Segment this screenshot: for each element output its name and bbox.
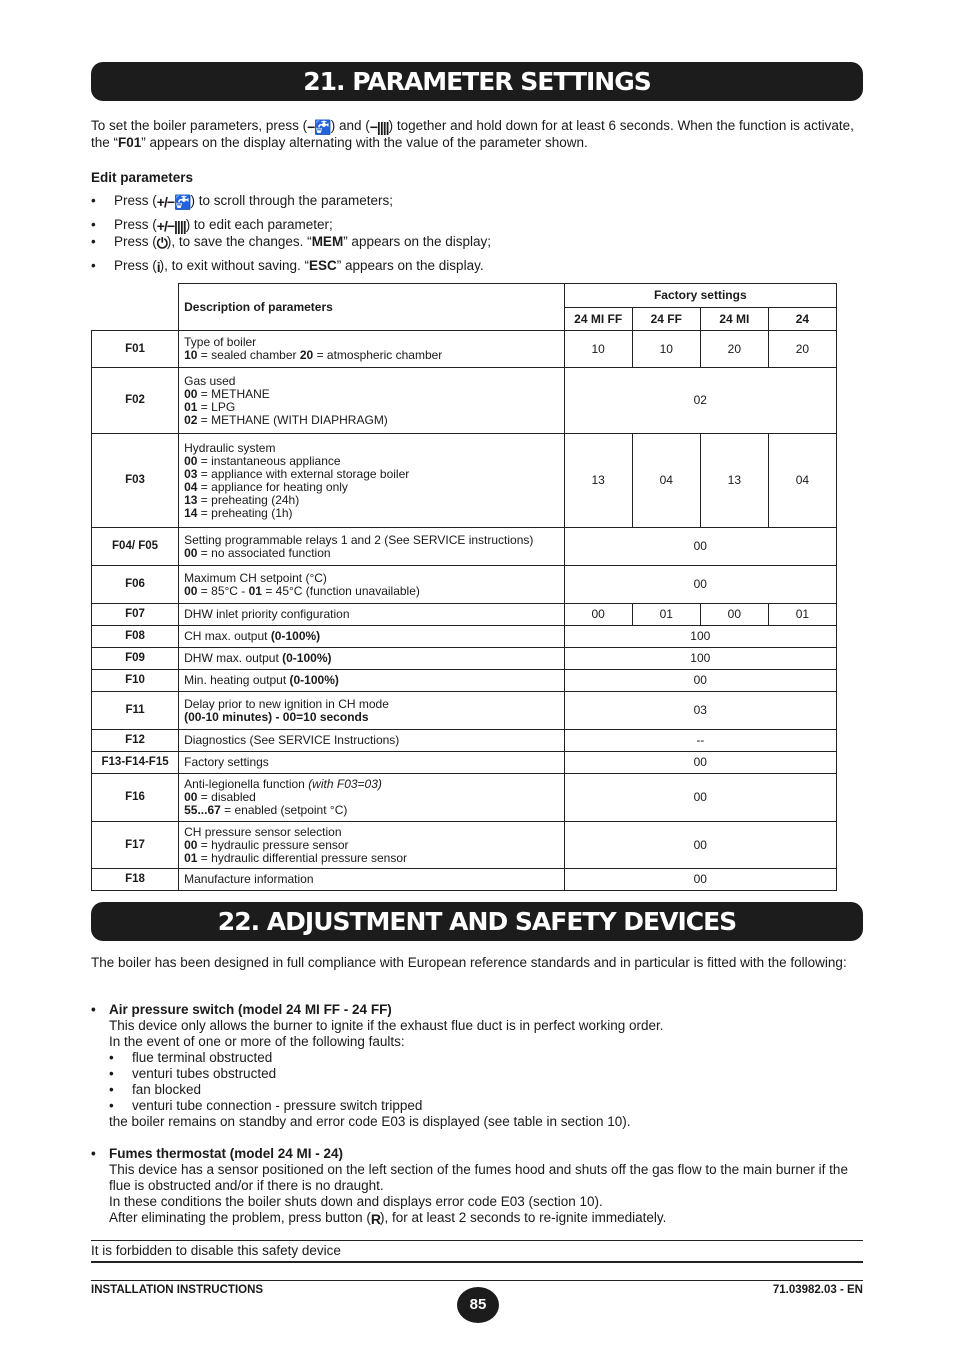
table-row [92,434,837,528]
parameter-description: Factory settings [179,752,565,774]
table-row [92,648,837,670]
list-item: • venturi tube connection - pressure switch tripped [109,1098,863,1114]
factory-value: 00 [564,604,632,626]
air-faults-list [109,1050,863,1114]
factory-value: 00 [700,604,768,626]
parameter-code: F01 [92,331,179,368]
table-row [92,774,837,822]
factory-value: 01 [768,604,836,626]
section-22-intro: The boiler has been designed in full compliance with European reference standards and in particular is fitted with the following: [91,955,847,970]
table-row [92,692,837,730]
list-item: • Press (i), to exit without saving. “ESC” appears on the display. [91,258,863,275]
air-pressure-heading: • Air pressure switch (model 24 MI FF - 24 FF) [91,1002,863,1018]
table-row [92,528,837,566]
intro-paragraph: To set the boiler parameters, press (−🚰) and (−||||) together and hold down for at least 6 seconds. When the function is activate, the “F01” appears on the display alternating with the value of the parameter shown. [91,118,854,150]
table-row [92,730,837,752]
parameter-code: F09 [92,648,179,670]
table-header-model: 24 [768,308,836,331]
parameter-code: F12 [92,730,179,752]
factory-value: 13 [700,434,768,528]
table-row [92,566,837,604]
divider [91,1240,863,1241]
parameter-description: Min. heating output (0-100%) [179,670,565,692]
list-item: • Press (+/−||||) to edit each parameter; [91,217,863,234]
table-row [92,331,837,368]
parameter-code: F13-F14-F15 [92,752,179,774]
factory-value: 01 [632,604,700,626]
list-item: • Press (⏻), to save the changes. “MEM” appears on the display; [91,234,863,251]
parameter-code: F03 [92,434,179,528]
section-22-title: 22. ADJUSTMENT AND SAFETY DEVICES [91,902,863,941]
factory-value: 10 [564,331,632,368]
parameter-code: F08 [92,626,179,648]
safety-devices-list [91,1002,863,1018]
table-row [92,670,837,692]
table-header-factory: Factory settings [564,284,836,308]
factory-value: 04 [768,434,836,528]
parameter-description: Setting programmable relays 1 and 2 (See SERVICE instructions) 00 = no associated function [179,528,565,566]
table-row [92,752,837,774]
factory-value: 13 [564,434,632,528]
parameter-description: CH max. output (0-100%) [179,626,565,648]
plus-minus-radiator-icon: +/−|||| [156,218,186,234]
parameter-description: Maximum CH setpoint (°C) 00 = 85°C - 01 = 45°C (function unavailable) [179,566,565,604]
minus-tap-icon: −🚰 [307,119,331,135]
parameter-code: F04/ F05 [92,528,179,566]
factory-value: 20 [700,331,768,368]
factory-value: -- [564,730,836,752]
divider [91,1261,863,1263]
parameter-code: F06 [92,566,179,604]
parameter-code: F10 [92,670,179,692]
factory-value: 00 [564,528,836,566]
table-header-model: 24 FF [632,308,700,331]
edit-parameters-list [91,193,863,275]
parameter-description: Delay prior to new ignition in CH mode (00-10 minutes) - 00=10 seconds [179,692,565,730]
parameter-description: Manufacture information [179,869,565,891]
factory-value: 04 [632,434,700,528]
table-header-model: 24 MI FF [564,308,632,331]
page-number: 85 [457,1287,499,1323]
parameter-code: F07 [92,604,179,626]
parameter-description: Gas used 00 = METHANE 01 = LPG 02 = METHANE (WITH DIAPHRAGM) [179,368,565,434]
fumes-thermostat-heading: • Fumes thermostat (model 24 MI - 24) [91,1146,863,1162]
factory-value: 100 [564,648,836,670]
reset-icon: R [370,1211,381,1227]
parameter-description: Type of boiler 10 = sealed chamber 20 = atmospheric chamber [179,331,565,368]
table-row [92,626,837,648]
parameter-code: F02 [92,368,179,434]
table-row [92,869,837,891]
table-row [92,368,837,434]
factory-value: 00 [564,822,836,869]
edit-parameters-heading: Edit parameters [91,170,194,185]
air-pressure-description: This device only allows the burner to ignite if the exhaust flue duct is in perfect working order. In the event of one or more of the following faults: • flue terminal obstructed • venturi tubes obstructed • fan blocked • venturi tube connection - pressure switch tripped the boiler remains on standby and error code E03 is displayed (see table in section 10). [91,1018,863,1130]
factory-value: 10 [632,331,700,368]
factory-value: 02 [564,368,836,434]
parameter-description: DHW max. output (0-100%) [179,648,565,670]
section-21-title: 21. PARAMETER SETTINGS [91,62,863,101]
parameter-description: Anti-legionella function (with F03=03) 00 = disabled 55...67 = enabled (setpoint °C) [179,774,565,822]
parameter-table [91,283,837,891]
footer-left: INSTALLATION INSTRUCTIONS [91,1284,264,1296]
footer-divider [91,1280,863,1281]
fumes-thermostat-description: This device has a sensor positioned on the left section of the fumes hood and shuts off the gas flow to the main burner if the flue is obstructed and/or if there is no draught. In these conditions the boiler shuts down and displays error code E03 (section 10). After eliminating the problem, press button (R), for at least 2 seconds to re-ignite immediately. [109,1162,848,1227]
list-item: • fan blocked [109,1082,863,1098]
parameter-code: F11 [92,692,179,730]
parameter-description: DHW inlet priority configuration [179,604,565,626]
factory-value: 00 [564,752,836,774]
factory-value: 00 [564,566,836,604]
info-icon: i [156,259,160,275]
factory-value: 00 [564,774,836,822]
list-item: • Press (+/−🚰) to scroll through the parameters; [91,193,863,210]
factory-value: 20 [768,331,836,368]
parameter-description: Hydraulic system 00 = instantaneous appliance 03 = appliance with external storage boiler 04 = appliance for heating only 13 = preheating (24h) 14 = preheating (1h) [179,434,565,528]
parameter-code: F17 [92,822,179,869]
parameter-description: CH pressure sensor selection 00 = hydraulic pressure sensor 01 = hydraulic differential pressure sensor [179,822,565,869]
minus-radiator-icon: −|||| [369,119,389,135]
footer-right: 71.03982.03 - EN [772,1284,863,1296]
list-item: • venturi tubes obstructed [109,1066,863,1082]
factory-value: 00 [564,869,836,891]
power-icon: ⏻ [156,235,167,251]
factory-value: 03 [564,692,836,730]
parameter-description: Diagnostics (See SERVICE Instructions) [179,730,565,752]
factory-value: 100 [564,626,836,648]
plus-minus-tap-icon: +/−🚰 [156,194,191,210]
table-header-model: 24 MI [700,308,768,331]
list-item: • flue terminal obstructed [109,1050,863,1066]
factory-value: 00 [564,670,836,692]
table-header-description: Description of parameters [179,284,565,331]
parameter-code: F16 [92,774,179,822]
table-row [92,604,837,626]
table-row [92,822,837,869]
parameter-code: F18 [92,869,179,891]
warning-text: It is forbidden to disable this safety device [91,1243,341,1258]
